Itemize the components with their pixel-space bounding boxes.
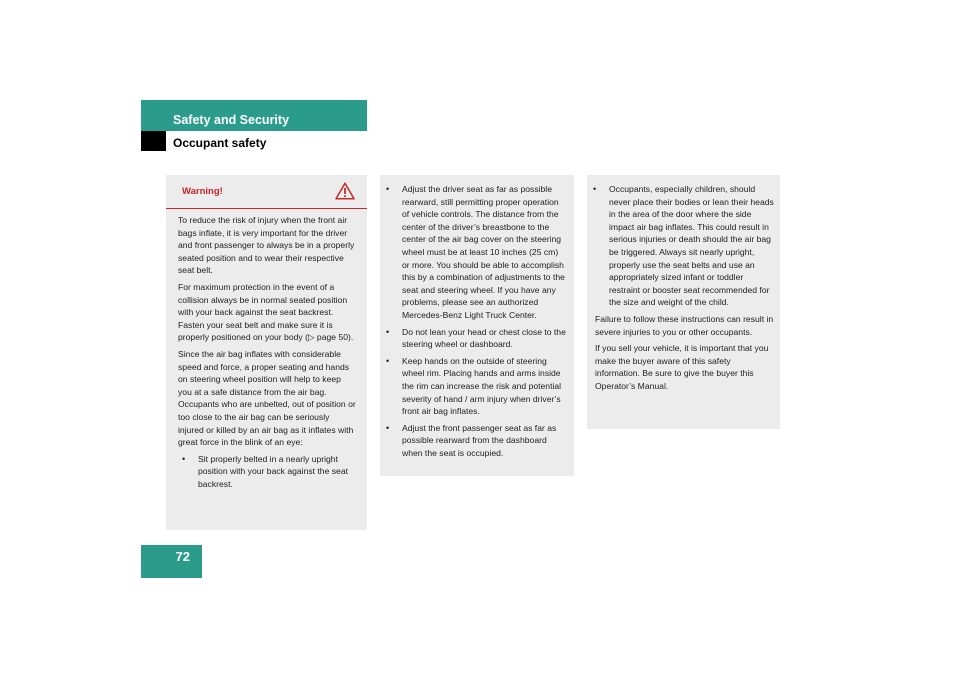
list-item-text: Adjust the front passenger seat as far as possible rearward from the dashboard when the seat is occupied. (402, 422, 557, 458)
list-item (382, 355, 568, 418)
warning-body (166, 214, 367, 494)
bullet-icon: • (386, 422, 390, 433)
warning-paragraph: Since the air bag inflates with considerable speed and force, a proper seating and hands on steering wheel position will help to keep you at a safe distance from the air bag. Occupants who are unbelted, out of position or too close to the air bag can be seriously injured or killed by an air bag as it inflates with great force in the blink of an eye: (178, 348, 356, 448)
list-item (178, 453, 357, 491)
warning-bullet-list (178, 453, 357, 491)
page-number: 72 (175, 549, 190, 564)
warning-triangle-icon (335, 182, 355, 200)
bullet-icon: • (386, 184, 390, 194)
body-paragraph: If you sell your vehicle, it is important that you make the buyer aware of this safety information. Be sure to give the buyer this Operator’s Manual. (595, 343, 769, 391)
list-item-text: Occupants, especially children, should never place their bodies or lean their heads in the area of the door where the side impact air bag inflates. This could result in serious injuries or death should the air bag be triggered. Always sit nearly upright, properly use the seat belts and use an appropriately sized infant or toddler restraint or booster seat recommended for the size and weight of the child. (609, 184, 774, 308)
bullet-list (382, 183, 568, 459)
warning-label: Warning! (182, 186, 223, 197)
list-item (382, 183, 568, 322)
warning-continuation-panel (587, 175, 780, 429)
bullet-icon: • (386, 355, 390, 366)
page-number-tab (141, 545, 202, 578)
bullet-icon: • (593, 184, 597, 194)
subsection-marker (141, 131, 166, 151)
warning-panel (166, 175, 367, 530)
subsection-title: Occupant safety (173, 136, 267, 150)
list-item-text: Sit properly belted in a nearly upright position with your back against the seat backrest. (198, 453, 349, 489)
list-item (589, 183, 774, 309)
warning-paragraph: For maximum protection in the event of a collision always be in normal seated position with your back against the seat backrest. Fasten your seat belt and make sure it is properly positioned on your body (▷ page 50). (178, 281, 354, 343)
bullet-icon: • (182, 453, 186, 464)
list-item-text: Do not lean your head or chest close to the steering wheel or dashboard. (402, 326, 566, 350)
warning-continuation-panel (380, 175, 574, 476)
bullet-list (589, 183, 774, 309)
paragraph-group (589, 313, 774, 393)
body-paragraph: Failure to follow these instructions can result in severe injuries to you or other occupants. (595, 313, 774, 337)
warning-header (166, 175, 367, 209)
bullet-icon: • (386, 326, 390, 337)
list-item (382, 326, 568, 351)
section-title: Safety and Security (173, 113, 290, 127)
warning-paragraph: To reduce the risk of injury when the front air bags inflate, it is very important for the driver and front passenger to always be in a properly seated position and to wear their respective seat belt. (178, 215, 355, 276)
list-item (382, 422, 568, 460)
list-item-text: Adjust the driver seat as far as possible rearward, still permitting proper operation of vehicle controls. The distance from the center of the driver’s breastbone to the center of the air bag cover on the steering wheel must be at least 10 inches (25 cm) or more. You should be able to accomplish this by a combination of adjustments to the seat and steering wheel. If you have any problems, please see an authorized Mercedes-Benz Light Truck Center. (402, 184, 565, 320)
list-item-text: Keep hands on the outside of steering wheel rim. Placing hands and arms inside the rim can increase the risk and potential severity of hand / arm injury when driver’s front air bag inflates. (402, 355, 562, 417)
